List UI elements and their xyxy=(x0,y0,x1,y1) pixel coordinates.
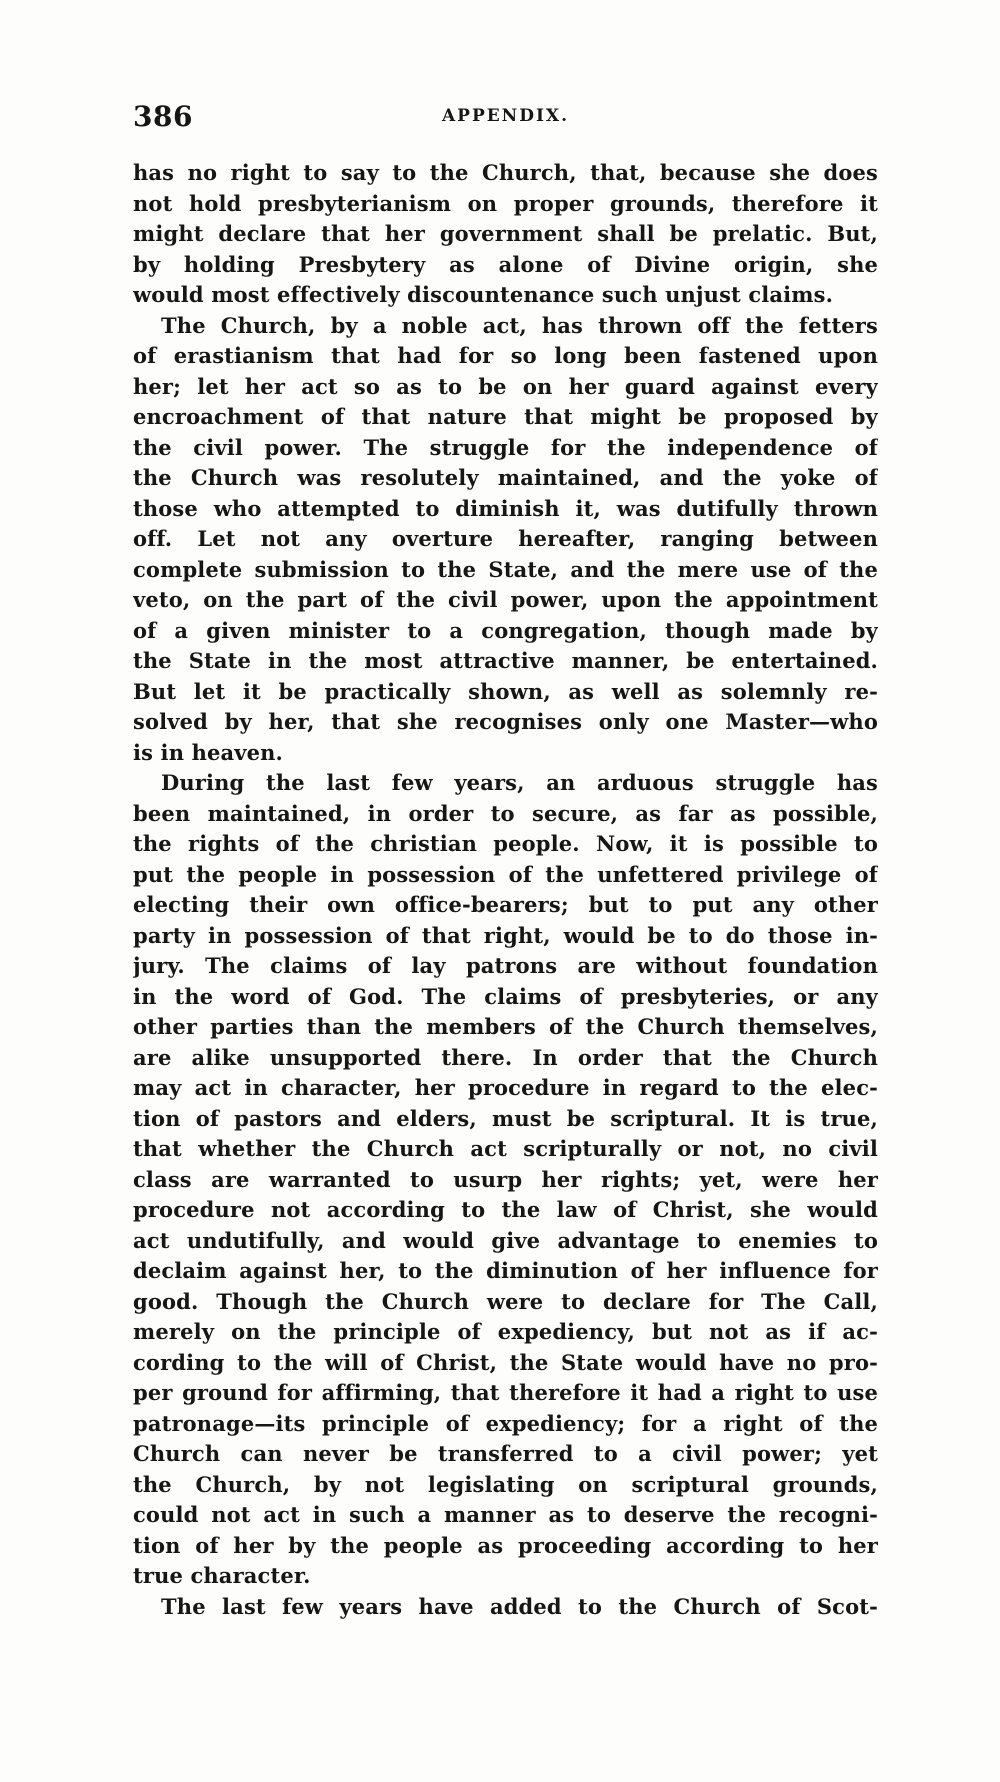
text-line: During the last few years, an arduous struggle has xyxy=(161,770,878,795)
text-line: in the word of God. The claims of presbyteries, or any xyxy=(133,983,878,1009)
text-line: her; let her act so as to be on her guard against every xyxy=(133,373,878,399)
text-line: is in heaven. xyxy=(133,739,283,765)
text-line: declaim against her, to the diminution of her influence for xyxy=(133,1258,878,1283)
text-line: tion of her by the people as proceeding according to her xyxy=(133,1532,878,1558)
text-line: might declare that her government shall be prelatic. But, xyxy=(133,221,878,246)
text-line: would most effectively discountenance such unjust claims. xyxy=(133,282,834,307)
text-line: The Church, by a noble act, has thrown off the fetters xyxy=(161,312,878,338)
text-line: those who attempted to diminish it, was dutifully thrown xyxy=(133,495,878,521)
body-text xyxy=(133,158,878,1622)
text-line: act undutifully, and would give advantage to enemies to xyxy=(133,1227,878,1253)
text-line: the Church was resolutely maintained, and the yoke of xyxy=(133,465,878,490)
text-line: by holding Presbytery as alone of Divine origin, she xyxy=(133,251,878,277)
text-line: electing their own office-bearers; but to put any other xyxy=(133,892,878,917)
page-header xyxy=(133,100,878,148)
text-line: per ground for affirming, that therefore it had a right to use xyxy=(133,1380,878,1405)
text-line: encroachment of that nature that might be proposed by xyxy=(133,404,878,429)
running-head: APPENDIX. xyxy=(441,106,570,126)
text-line: off. Let not any overture hereafter, ranging between xyxy=(133,526,878,551)
text-line: the civil power. The struggle for the independence of xyxy=(133,434,878,460)
text-line: the rights of the christian people. Now, it is possible to xyxy=(133,831,878,856)
text-line: are alike unsupported there. In order that the Church xyxy=(133,1044,878,1070)
text-line: of a given minister to a congregation, though made by xyxy=(133,617,878,643)
text-line: of erastianism that had for so long been fastened upon xyxy=(133,343,878,368)
text-line: not hold presbyterianism on proper grounds, therefore it xyxy=(133,190,878,216)
text-line: the Church, by not legislating on scriptural grounds, xyxy=(133,1471,878,1497)
text-line: tion of pastors and elders, must be scriptural. It is true, xyxy=(133,1105,878,1131)
text-line: party in possession of that right, would be to do those in- xyxy=(133,922,878,948)
text-line: cording to the will of Christ, the State would have no pro- xyxy=(133,1349,878,1375)
text-line: true character. xyxy=(133,1563,311,1588)
text-line: the State in the most attractive manner, be entertained. xyxy=(133,648,878,673)
text-line: good. Though the Church were to declare for The Call, xyxy=(133,1288,878,1314)
text-line: procedure not according to the law of Christ, she would xyxy=(133,1197,878,1222)
text-line: The last few years have added to the Church of Scot- xyxy=(161,1593,878,1619)
text-line: complete submission to the State, and the mere use of the xyxy=(133,556,878,582)
text-line: could not act in such a manner as to deserve the recogni- xyxy=(133,1502,878,1527)
text-line: veto, on the part of the civil power, upon the appointment xyxy=(133,587,878,612)
text-line: jury. The claims of lay patrons are without foundation xyxy=(133,953,878,978)
text-line: merely on the principle of expediency, but not as if ac- xyxy=(133,1319,878,1344)
book-page xyxy=(133,100,878,1622)
text-line: Church can never be transferred to a civil power; yet xyxy=(133,1441,878,1466)
text-line: class are warranted to usurp her rights; yet, were her xyxy=(133,1166,878,1192)
page-number: 386 xyxy=(133,100,193,133)
text-line: other parties than the members of the Church themselves, xyxy=(133,1014,878,1039)
text-line: put the people in possession of the unfettered privilege of xyxy=(133,861,878,887)
text-line: solved by her, that she recognises only one Master—who xyxy=(133,709,878,734)
text-line: that whether the Church act scripturally or not, no civil xyxy=(133,1136,878,1161)
text-line: been maintained, in order to secure, as far as possible, xyxy=(133,800,878,826)
text-line: has no right to say to the Church, that, because she does xyxy=(133,160,878,185)
text-line: may act in character, her procedure in regard to the elec- xyxy=(133,1075,878,1100)
text-line: patronage—its principle of expediency; for a right of the xyxy=(133,1410,878,1436)
text-line: But let it be practically shown, as well as solemnly re- xyxy=(133,678,878,704)
